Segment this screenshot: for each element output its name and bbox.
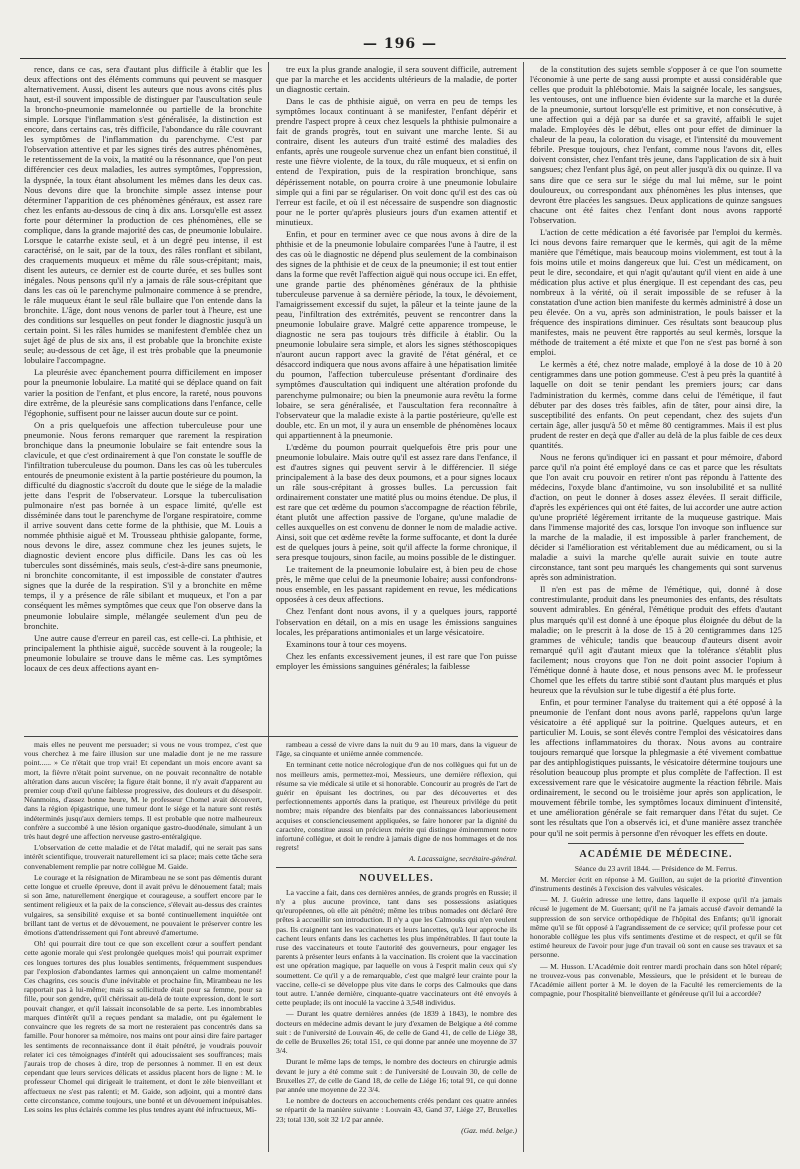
paragraph: rambeau a cessé de vivre dans la nuit du 9 au 10 mars, dans la vigueur de l'âge, sa cinquante et unième année commencée. xyxy=(276,740,517,759)
paragraph: Examinons tour à tour ces moyens. xyxy=(286,638,407,649)
column-3 xyxy=(530,64,782,1152)
section-heading-academie: ACADÉMIE DE MÉDECINE. xyxy=(579,848,733,860)
paragraph: M. Mercier écrit en réponse à M. Guillon, au sujet de la priorité d'invention d'instruments destinés à l'excision des valvules vésicales. xyxy=(530,874,782,894)
paragraph: L'œdème du poumon pourrait quelquefois être pris pour une pneumonie lobulaire. Mais outre qu'il est assez rare dans l'enfance, il est d'autres signes qui peuvent servir à le différencier. Il siége principalement à la base des deux poumons, et a pour signes locaux un râle sous-crépitant à grosses bulles. La percussion fait ordinairement constater une matité plus ou moins étendue. De plus, il est rare que cet œdème du poumon s'accompagne de réaction fébrile, étant plutôt une affection passive de l'organe, qu'une maladie de celles auxquelles on est convenu de donner le nom de maladie active. Ainsi, soit que cet œdème revête la forme suffocante, et dont la durée est de quelques jours à peine, soit qu'il affecte la forme chronique, il sera presque toujours, sinon facile, au moins possible de le distinguer. xyxy=(276,441,517,563)
column-2-lower xyxy=(276,740,517,1152)
paragraph: En terminant cette notice nécrologique d'un de nos collègues qui fut un de nos meilleurs amis, permettez-moi, Messieurs, une dernière réflexion, qui résume sa vie médicale si utile et si honorable. Concourir au progrès de l'art de guérir en épuisant les doctrines, ou par des découvertes et des perfectionnements apportés dans la pratique, est l'heureux privilége du petit nombre; mais répandre des bienfaits par des connaissances laborieusement acquises et consciencieusement appliquées, se faire honorer par la dignité du caractère, constitue aussi un précieux mérite qui distingue éminemment notre infortuné collègue, et doit le rendre à jamais digne de nos hommages et de nos regrets! xyxy=(276,760,517,853)
page-number: — 196 — xyxy=(363,36,437,52)
paragraph: La pleurésie avec épanchement pourra difficilement en imposer pour la pneumonie lobulaire. La matité qui se déplace quand on fait varier la position de l'enfant, et plus encore, la rareté, nous pouvons dire extrême, de la pleurésie sans complications dans l'enfance, celle l'égophonie, suffisent pour ne laisser aucun doute sur ce point. xyxy=(24,367,262,418)
paragraph: — M. J. Guérin adresse une lettre, dans laquelle il expose qu'il n'a jamais récusé le jugement de M. Guersant; qu'il ne l'a jamais accusé d'avoir demandé la suppression de son service orthopédique de l'hôpital des Enfants; qu'il ignorait même qu'il se fût opposé à l'agrandissement de ce service; qu'il professe pour cet honorable collègue les plus vifs sentiments d'estime et de respect, et qu'il se fût estimé heureux de l'avoir pour juge d'un travail où sont en cause ses travaux et sa personne. xyxy=(530,895,782,960)
column-2-article xyxy=(276,64,517,729)
paragraph: Dans le cas de phthisie aiguë, on verra en peu de temps les symptômes locaux continuant à se manifester, l'enfant dépérir et prendre l'aspect propre à ceux chez lesquels la phthisie pulmonaire a fait de grands progrès, tout en suivant une marche lente. Si au contraire, disent les auteurs d'un traité estimé des maladies des enfants, après une rougeole survenue chez un enfant bien constitué, il reste une fièvre violente, de la toux, du râle muqueux, et si enfin on entend de l'expiration, puis de la respiration bronchique, sans dépérissement notable, on pourra croire à une pneumonie lobulaire simple qui a fini par se régulariser. On voit donc qu'il est des cas où l'erreur est facile, et où il est nécessaire de suspendre son diagnostic pour ne le porter qu'après plusieurs jours d'un examen attentif et minutieux. xyxy=(276,96,517,227)
paragraph: Enfin, et pour terminer l'analyse du traitement qui a été opposé à la pneumonie de l'enfant dont nous avons parlé, rappelons qu'un large vésicatoire a été appliqué sur la poitrine. Quelques auteurs, et en particulier M. Louis, se sont élevés contre l'emploi des vésicatoires dans les affections inflammatoires du thorax. Nous avons au contraire toujours remarqué que lorsque la phlegmasie a été vivement combattue par des antiphlogistiques puissants, le vésicatoire détermine toujours une résolution beaucoup plus prompte et plus complète de l'affection. Il est excessivement rare que le vésicatoire augmente la réaction fébrile. Mais ordinairement, le second ou le troisième jour après son application, le mouvement fébrile tombe, les symptômes locaux diminuent d'intensité, et une amélioration générale se fait remarquer dans l'état du sujet. Ce sont les résultats que l'on a observés ici, et d'une manière assez tranchée pour qu'il ne soit permis à personne d'en révoquer les effets en doute. xyxy=(530,696,782,838)
paragraph: Enfin, et pour en terminer avec ce que nous avons à dire de la phthisie et de la pneumonie lobulaire comparées l'une à l'autre, il est des cas où le diagnostic ne dépend plus seulement de la combinaison des signes de la phthisie et de ceux de la pneumonie; il est tout entier dans la forme que revêt l'affection aiguë qui nous occupe ici. En effet, une grande partie des phénomènes généraux de la phthisie tuberculeuse parvenue à sa dernière période, la toux, le dévoiement, l'amaigrissement excessif du sujet, la pâleur et la teinte jaune de la peau, l'infiltration des extrémités, peuvent se rencontrer dans la pneumonie lobulaire grave. Malgré cette apparence trompeuse, le diagnostic ne sera pas toujours très difficile à établir. Ou la pneumonie lobulaire sera simple, et alors les signes stéthoscopiques n'auront aucun rapport avec la gravité de l'état général, et ce désaccord indiquera que nous avons affaire à une hépatisation limitée du poumon, l'affection tuberculeuse présentant d'ordinaire des symptômes d'auscultation qui indiquent une altération profonde du parenchyme pulmonaire; ou bien la pneumonie aura revêtu la forme lobaire, se sera généralisée, et l'auscultation fera reconnaître à l'observateur que la maladie existe à la partie postérieure, qu'elle est double, etc. En un mot, il y aura un ensemble de phénomènes locaux qui appartiennent à la pneumonie. xyxy=(276,228,517,440)
paragraph: Chez les enfants excessivement jeunes, il est rare que l'on puisse employer les émissions sanguines générales; la faiblesse xyxy=(276,650,517,671)
paragraph: de la constitution des sujets semble s'opposer à ce que l'on soumette l'économie à une perte de sang aussi prompte et aussi considérable que celles que produit la phlébotomie. Mais la saignée locale, les sangsues, les ventouses, ont une influence bien évidente sur la marche et la durée de la pneumonie, surtout lorsqu'elle est primitive, et non consécutive, à une affection qui a déjà par sa durée et sa gravité, affaibli le sujet malade. Employées dès le début, elles ont pour effet de diminuer la chaleur de la peau, la coloration du visage, et l'intensité du mouvement fébrile. Presque toujours, chez l'enfant, comme nous l'avons dit, elles doivent consister, chez l'enfant très jeune, dans l'application de six à huit sangsues; chez l'enfant plus âgé, on peut aller jusqu'à dix ou quinze. Il va sans dire que ce sera sur le siége du mal lui même, sur le point douloureux, ou correspondant aux phénomènes les plus intenses, que devront être placées les sangsues. Deux applications de quinze sangsues chacune ont été faites chez l'enfant dont nous avons rapporté l'observation. xyxy=(530,64,782,225)
paragraph: mais elles ne peuvent me persuader; si vous ne vous trompez, c'est que vous cherchez à me faire illusion sur une maladie dont je ne me rassure point...... » Ce n'était que trop vrai! Et cependant un mois encore avant sa mort, la fièvre n'était point survenue, on ne pouvait reconnaître de notable altération dans aucun viscère; la figure était bonne, il n'y avait d'apparent au premier coup d'œil qu'une faiblesse progressive, des douleurs et du désespoir. Néanmoins, d'assez bonne heure, M. le professeur Chomel avait découvert, dans la région épigastrique, une tumeur dont le siége et la nature sont restés indéterminés jusqu'aux derniers temps. Il est probable que notre malheureux confrère a succombé à une lésion organique gastro-duodénale, simulant à un très haut degré une affection nerveuse gastro-entéralgique. xyxy=(24,740,262,842)
signature: A. Lacassaigne, secrétaire-général. xyxy=(409,854,517,864)
feuilleton-rule xyxy=(24,736,518,737)
paragraph: Nous ne ferons qu'indiquer ici en passant et pour mémoire, d'abord parce qu'il n'a point été employé dans ce cas et parce que les résultats que l'on avait cru pouvoir en retirer n'ont pas répondu à l'attente des médecins, l'oxyde blanc d'antimoine, vu son insolubilité et sa nullité d'action, on peut le donner à doses assez élevées. Il serait difficile, d'après les expériences qui ont été faites, de lui accorder une autre action qu'une propriété légèrement irritante de la muqueuse gastrique. Mais dans l'immense majorité des cas, lorsque l'on invoque son influence sur la marche de la maladie, il est impossible à parler franchement, de décider si l'amélioration est véritablement due au médicament, ou si la maladie a suivi la marche qu'elle aurait suivie en toute autre circonstance, tant sont peu marqués les changements qui sont survenus après son administration. xyxy=(530,451,782,583)
seance-line: Séance du 23 avril 1844. — Présidence de M. Ferrus. xyxy=(574,863,738,873)
paragraph: L'observation de cette maladie et de l'état maladif, qui ne serait pas sans intérêt scientifique, trouverait naturellement ici sa place; mais cette tâche sera convenablement remplie par notre collègue M. Gaide. xyxy=(24,843,262,871)
paragraph: Le traitement de la pneumonie lobulaire est, à bien peu de chose près, le même que celui de la pneumonie lobaire; aussi confondrons-nous ensemble, en les passant rapidement en revue, les médications opposées à ces deux affections. xyxy=(276,564,517,605)
paragraph: Oh! qui pourrait dire tout ce que son excellent cœur a souffert pendant cette agonie morale qui s'est prolongée quelques mois! qui pourrait exprimer ces longues tortures des plus louables sentiments, fréquemment suspendues par l'explosion d'abondantes larmes qui annonçaient un calme momentané! Ces chagrins, ces soucis d'une inévitable et prochaine fin, Mirambeau ne les rapportait pas à lui-même; mais sa sollicitude était pour sa femme, pour sa fille, pour son gendre, qu'il chérissait au-delà de toute expression, dont le sort pouvait changer, et qu'il laissait inconsolable de sa perte. Les innombrables marques d'intérêt qu'il a reçues pendant sa maladie, ont pu également le convaincre que les regrets de sa mort ne resteraient pas concentrés dans sa famille. Pour honorer sa mémoire, nos mains ont pour ainsi dire faire partager les sentiments de reconnaissance dont il était pénétré, je voudrais pouvoir relater ici ces témoignages d'intérêt qui adoucissaient ses souffrances; mais j'aurais trop de choses à dire, trop de personnes à nommer. Il en est deux cependant que leurs services délicats et assidus placent hors de ligne : M. le professeur Chomel qui dirigeait le traitement, et dont le zèle bienveillant et affectueux ne s'est pas ralenti; et M. Gaide, son adjoint, qui a montré dans cette circonstance, comme toujours, une bonté et un dévouement inépuisables. Les soins les plus éclairés comme les plus tendres ayant été infructueux, Mi- xyxy=(24,939,262,1114)
paragraph: La vaccine a fait, dans ces dernières années, de grands progrès en Russie; il n'y a plus aucune province, tant dans ses possessions asiatiques qu'européennes, où elle ait pénétré; même les tribus nomades ont déclaré être prêtes à accueillir son introduction. Il n'y a que les Calmouks qui n'en veulent pas. Ils craignent tant les vaccinateurs et leurs lancettes, qu'à leur approche ils cachent leurs enfants dans les cachettes les plus impénétrables. Il faut toute la ruse des vaccinateurs et toute l'autorité des gouverneurs, pour engager les parents à présenter leurs enfants à la vaccination. Ils croient que la vaccination est une opération magique, par laquelle on vous à l'esprit malin ceux qui s'y soumettent. Ce qu'il y a de remarquable, c'est que malgré leur crainte pour la vaccine, celle-ci se développe plus vite dans le corps des Calmouks que dans tout autre. L'année dernière, cinquante-quatre vaccinateurs ont été envoyés à cette peuplade; ils ont inoculé la vaccine à 3,548 individus. xyxy=(276,887,517,1008)
column-1-article xyxy=(24,64,262,729)
column-divider-left xyxy=(268,62,269,1152)
header-rule xyxy=(20,58,786,59)
paragraph: tre eux la plus grande analogie, il sera souvent difficile, autrement que par la marche et les accidents ultérieurs de la maladie, de porter un diagnostic certain. xyxy=(276,64,517,95)
paragraph: Il n'en est pas de même de l'émétique, qui, donné à dose contrestimulante, produit dans les pneumonies des enfants, des résultats souvent admirables. En général, l'émétique produit des effets d'autant plus marqués qu'il est donné à une époque plus éloignée du début de la maladie; on le prescrit à la dose de 15 à 20 centigrammes dans 125 grammes de véhicule; tandis que beaucoup d'auteurs disent avoir remarqué qu'il agit d'autant mieux que la tolérance s'établit plus facilement; nous croyons que l'on ne doit point associer l'opium à l'émétique donné à haute dose, et nous pensons avec M. le professeur Chomel que les effets du tartre stibié sont d'autant plus marqués et plus heureux que la révulsion sur le tube digestif a été plus forte. xyxy=(530,584,782,695)
paragraph: L'action de cette médication a été favorisée par l'emploi du kermès. Ici nous devons faire remarquer que le kermès, qui agit de la même manière que l'émétique, mais beaucoup moins violemment, est tout à la fois moins utile et moins dangereux que lui. C'est un médicament, on peut le dire, secondaire, et qui n'agit qu'autant qu'il vient en aide à une médication plus active et plus énergique. Il est cependant des cas, peu nombreux à la vérité, où il serait impossible de se refuser à la constatation d'une action bien manifeste du kermès administré à dose un peu élevée. On a vu, après son administration, le pouls baisser et la fréquence des inspirations diminuer. Ces résultats sont beaucoup plus manifestes, mais ne peuvent être rapportés au seul kermès, lorsque la méthode de traitement a été mixte et que l'on ne s'est pas borné à son emploi. xyxy=(530,226,782,358)
paragraph: rence, dans ce cas, sera d'autant plus difficile à établir que les deux affections ont des éléments communs qui peuvent se masquer alternativement. Aussi, disent les auteurs que nous avons cités plus haut, est-il souvent impossible de distinguer par l'auscultation seule la broncho-pneumonie mamelonnée ou partielle de la bronchite simple. Lorsque l'inflammation s'est généralisée, la distinction est encore, dans certains cas, très difficile, l'abondance du râle couvrant les symptômes de l'inflammation du parenchyme. C'est par l'observation attentive et par les signes tirés des autres phénomènes, le retentissement de la voix, la matité ou la résonnance, que l'on peut différencier ces deux maladies, les autres symptômes, l'oppression, la dyspnée, la toux étant absolument les mêmes dans les deux cas. Nous devons dire que la bronchite simple assez intense pour déterminer l'apparition de ces phénomènes généraux, est assez rare chez les enfants au-dessous de cinq à dix ans. Lorsqu'elle est assez forte pour déterminer la production de ces phénomènes, elle se complique, dans la grande majorité des cas, de pneumonie lobulaire. Lorsque le catarrhe existe seul, et à un degré peu intense, il est caractérisé, on le sait, par de la toux, des râles ronflant et sibilant, des craquements muqueux et même du râle sous-crépitant; mais, disent les auteurs, ce dernier est de courte durée, et ses bulles sont inégales. Nous pensons qu'il n'y a jamais de râle sous-crépitant que dans les cas où le parenchyme pulmonaire commence à se prendre, le râle muqueux étant le seul râle bullaire que l'on entende dans la bronchite. L'âge, dont nous venons de parler tout à l'heure, est une des conditions sur lesquelles on peut fonder le diagnostic jusqu'à un certain point. Si les râles humides se manifestent d'emblée chez un sujet âgé de plus de six ans, il est probable que la bronchite existe seule; au-dessous de cet âge, il est très probable que la pneumonie lobulaire l'accompagne. xyxy=(24,64,262,366)
paragraph: On a pris quelquefois une affection tuberculeuse pour une pneumonie. Nous ferons remarquer que rarement la respiration bronchique dans la pneumonie lobulaire se fait entendre sous la clavicule, et que c'est ordinairement à que l'on constate le souffle de l'infiltration tuberculeuse du poumon. Dans les cas où les tubercules entourés de pneumonie existent à la partie postérieure du poumon, la difficulté du diagnostic s'accroît du doute que le siége de la maladie jette dans l'esprit de l'observateur. Lorsque la tuberculisation pulmonaire n'est pas bornée à un espace limité, qu'elle est disséminée dans tout le parenchyme de l'organe respiratoire, comme il arrive souvent dans cette forme de la phthisie, que M. Louis a nommée phthisie aiguë et M. Trousseau phthisie galopante, forme, nous devons le dire, assez commune chez les jeunes sujets, le diagnostic devient encore plus difficile. Dans les cas où les tubercules sont disséminés, mais seuls, c'est-à-dire sans pneumonie, ni bronchite concomitante, il est impossible de constater d'autres signes que la durée de la respiration. S'il y a bronchite en même temps, il y a présence de râle sibilant et muqueux, et l'on a par conséquent les mêmes symptômes que ceux que l'on observe dans la pneumonie lobulaire simple, mélangée seulement d'un peu de bronchite. xyxy=(24,419,262,631)
paragraph: Le courage et la résignation de Mirambeau ne se sont pas démentis durant cette longue et cruelle épreuve, dont il avait prévu le dénouement fatal; mais si son âme, naturellement énergique et courageuse, a souffert encore par le sentiment religieux et la paix de la conscience, s'élevait au-dessus des craintes vulgaires, sa sensibilité exquise et sa bonté continuellement inquiétée ont brillant tant de vertus et de dévouement, ne pouvaient le préserver contre les émotions d'attendrissement qui l'ont abreuvé d'amertume. xyxy=(24,872,262,938)
paragraph: Chez l'enfant dont nous avons, il y a quelques jours, rapporté l'observation en détail, on a mis en usage les émissions sanguines locales, les préparations antimoniales et un large vésicatoire. xyxy=(276,606,517,637)
paragraph: — Durant les quatre dernières années (de 1839 à 1843), le nombre des docteurs en médecine admis devant le jury d'examen de Belgique a été comme suit : de l'université de Louvain 46, de celle de Gand 41, de celle de Liége 38, de celle de Bruxelles 26; total 151, ce qui donne par année une moyenne de 37 3/4. xyxy=(276,1009,517,1056)
section-rule xyxy=(568,843,744,844)
column-1-necrology xyxy=(24,740,262,1152)
section-heading-nouvelles: NOUVELLES. xyxy=(359,872,434,884)
paragraph: Le nombre de docteurs en accouchements créés pendant ces quatre années se répartit de la manière suivante : Louvain 43, Gand 37, Liége 27, Bruxelles 23; total 130, soit 32 1/2 par année. xyxy=(276,1096,517,1124)
column-divider-right xyxy=(523,62,524,1152)
source-note: (Gaz. méd. belge.) xyxy=(461,1125,517,1135)
paragraph: Durant le même laps de temps, le nombre des docteurs en chirurgie admis devant le jury a été comme suit : de l'université de Louvain 30, de celle de Bruxelles 27, de celle de Gand 18, de celle de Liége 16; total 91, ce qui donne par année une moyenne de 22 3/4. xyxy=(276,1057,517,1094)
section-rule xyxy=(276,867,517,868)
paragraph: Le kermès a été, chez notre malade, employé à la dose de 10 à 20 centigrammes dans une potion gommeuse. C'est à peu près la quantité à laquelle on doit se tenir pendant les premiers jours; car dans l'administration du kermès, comme dans celui de l'émétique, il faut débuter par des doses très faibles, afin de tâter, pour ainsi dire, la susceptibilité des enfants. On peut cependant, chez des sujets d'un certain âge, aller jusqu'à 50 et même 80 centigrammes. Mais il est plus prudent de rester en deçà que d'aller au delà de la plus faible de ces deux quantités. xyxy=(530,359,782,450)
paragraph: Une autre cause d'erreur en pareil cas, est celle-ci. La phthisie, et principalement la phthisie aiguë, succède souvent à la rougeole; la pneumonie lobulaire se trouve dans le même cas. Les symptômes locaux de ces deux affections ayant en- xyxy=(24,632,262,673)
paragraph: — M. Husson. L'Académie doit rentrer mardi prochain dans son hôtel réparé; ne trouvez-vous pas convenable, Messieurs, que le président et le bureau de l'Académie aillent porter à M. le doyen de la Faculté les remerciements de la compagnie, pour l'hospitalité bienveillante et généreuse qu'il lui a accordée? xyxy=(530,961,782,999)
